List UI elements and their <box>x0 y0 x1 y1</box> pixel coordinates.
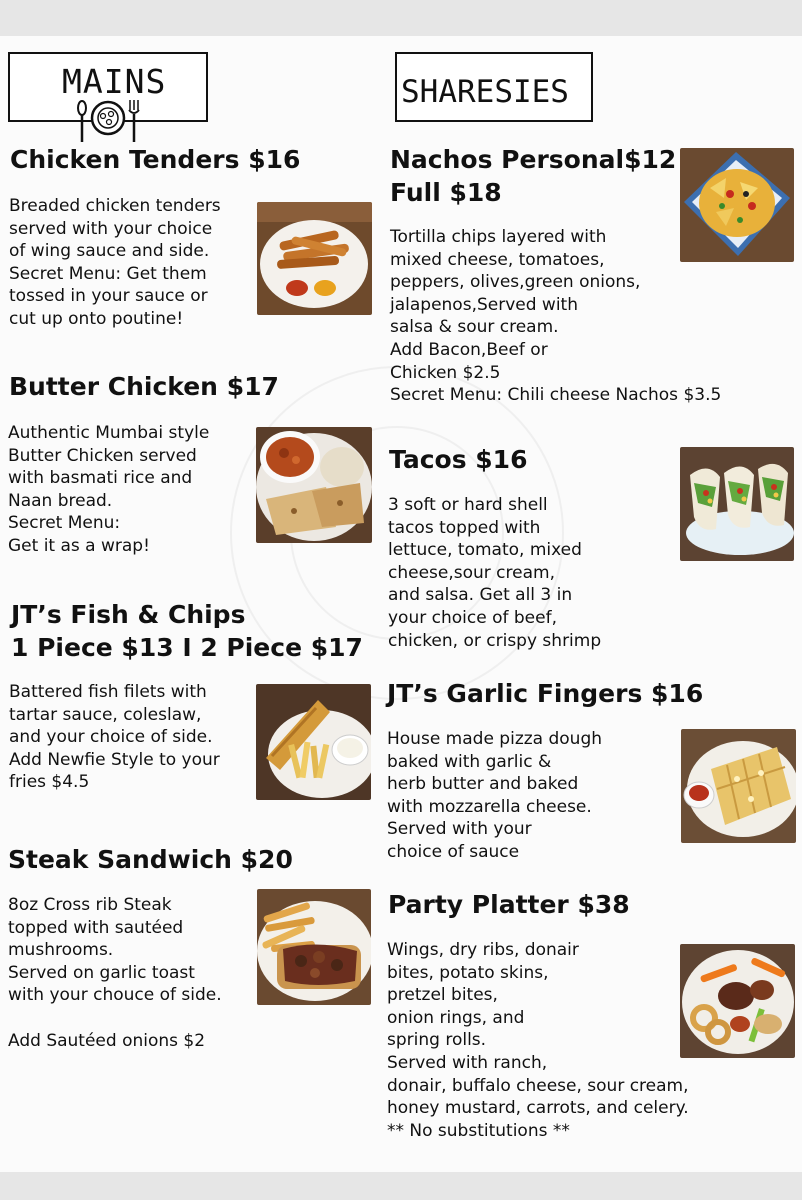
garlic-fingers-photo <box>681 729 796 843</box>
tacos-photo <box>680 447 794 561</box>
menu-page <box>0 36 802 1172</box>
steak-sandwich-title: Steak Sandwich $20 <box>8 845 293 874</box>
nachos-photo <box>680 148 794 262</box>
garlic-fingers-description: House made pizza dough baked with garlic & herb butter and baked with mozzarella cheese. Served with your choice of sauce <box>387 729 603 862</box>
chicken-tenders-description: Breaded chicken tenders served with your choice of wing sauce and side. Secret Menu: Get them tossed in your sauce or cut up onto poutine! <box>9 196 221 329</box>
butter-chicken-photo <box>256 427 372 543</box>
steak-sandwich-photo <box>257 889 371 1005</box>
party-platter-description: Wings, dry ribs, donair bites, potato skins, pretzel bites, onion rings, and spring rolls. Served with ranch, donair, buffalo cheese, sour cream, honey mustard, carrots, and celery. ** No substitutions ** <box>387 940 689 1141</box>
party-platter-title: Party Platter $38 <box>388 890 630 919</box>
tacos-description: 3 soft or hard shell tacos topped with lettuce, tomato, mixed cheese,sour cream, and salsa. Get all 3 in your choice of beef, chicken, or crispy shrimp <box>388 495 602 651</box>
butter-chicken-description: Authentic Mumbai style Butter Chicken served with basmati rice and Naan bread. Secret Menu: Get it as a wrap! <box>8 423 210 556</box>
party-platter-photo <box>680 944 795 1058</box>
nachos-description: Tortilla chips layered with mixed cheese, tomatoes, peppers, olives,green onions, jalapenos,Served with salsa & sour cream. Add Bacon,Beef or Chicken $2.5 Secret Menu: Chili cheese Nachos $3.5 <box>390 227 722 406</box>
fish-and-chips-photo <box>256 684 371 800</box>
mains-header: MAINS <box>62 62 167 101</box>
fish-and-chips-title: JT’s Fish & Chips 1 Piece $13 I 2 Piece $17 <box>11 600 363 662</box>
steak-sandwich-description: 8oz Cross rib Steak topped with sautéed mushrooms. Served on garlic toast with your chouce of side. Add Sautéed onions $2 <box>8 895 222 1051</box>
garlic-fingers-title: JT’s Garlic Fingers $16 <box>387 679 704 708</box>
nachos-title: Nachos Personal$12 Full $18 <box>390 145 677 207</box>
tacos-title: Tacos $16 <box>389 445 528 474</box>
chicken-tenders-title: Chicken Tenders $16 <box>10 145 301 174</box>
fish-and-chips-description: Battered fish filets with tartar sauce, coleslaw, and your choice of side. Add Newfie Style to your fries $4.5 <box>9 682 220 793</box>
sharesies-header: SHARESIES <box>401 74 569 110</box>
butter-chicken-title: Butter Chicken $17 <box>9 372 279 401</box>
chicken-tenders-photo <box>257 202 372 315</box>
plate-cutlery-icon <box>72 96 144 144</box>
bottom-margin-bar <box>0 1172 802 1200</box>
top-margin-bar <box>0 0 802 36</box>
